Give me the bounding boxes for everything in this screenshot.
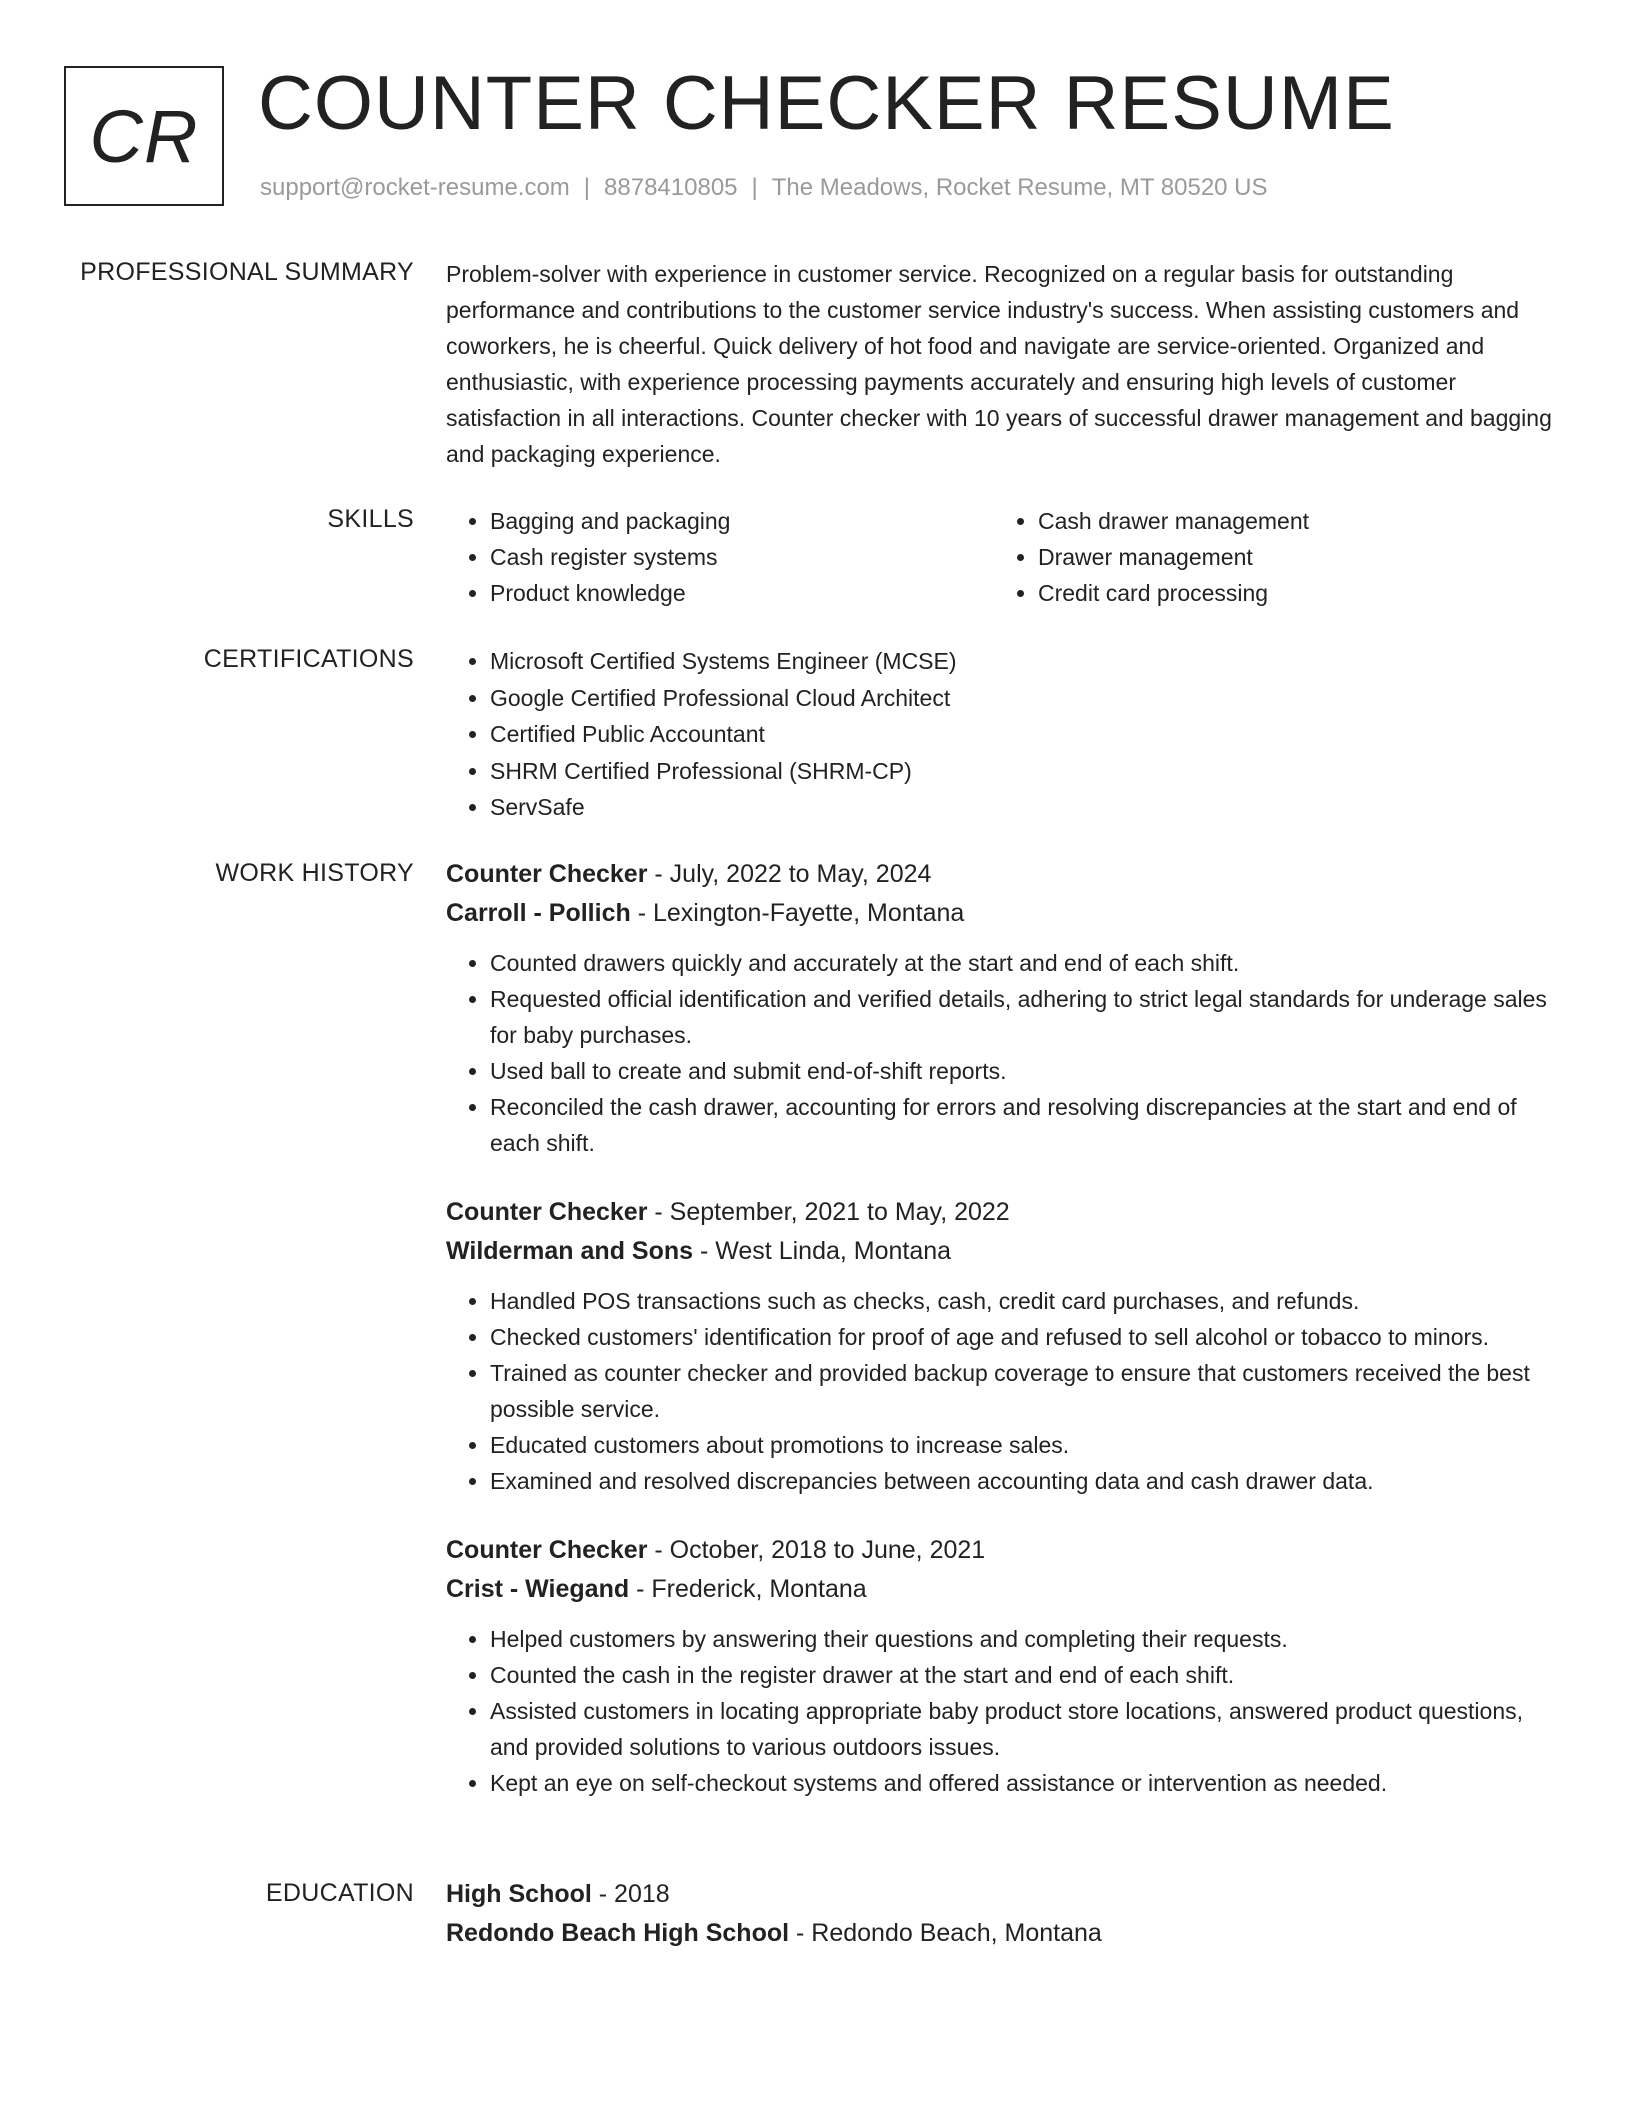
- summary-text: Problem-solver with experience in customer service. Recognized on a regular basis for outstanding performance and contributions to the customer service industry's success. When assisting customers and coworkers, he is cheerful. Quick delivery of hot food and navigate are service-oriented. Organized and enthusiastic, with experience processing payments accurately and ensuring high levels of customer satisfaction in all interactions. Counter checker with 10 years of successful drawer management and bagging and packaging experience.: [446, 261, 1552, 467]
- job-title-line: [446, 855, 1556, 894]
- job-title-line: [446, 1193, 1556, 1232]
- job-bullet: • Used ball to create and submit end-of-shift reports.: [490, 1053, 1556, 1089]
- section-label-education: EDUCATION: [265, 1879, 414, 1907]
- job-bullet: • Helped customers by answering their questions and completing their requests.: [490, 1621, 1556, 1657]
- job-bullets: [446, 1283, 1556, 1499]
- skills-content: [446, 503, 1556, 611]
- education-year: - 2018: [591, 1880, 670, 1908]
- skill-item: • Product knowledge: [490, 575, 994, 611]
- job-dates: - September, 2021 to May, 2022: [647, 1198, 1010, 1226]
- skill-item: • Cash drawer management: [1038, 503, 1542, 539]
- education-location: - Redondo Beach, Montana: [789, 1919, 1102, 1947]
- job-bullet: • Handled POS transactions such as checks, cash, credit card purchases, and refunds.: [490, 1283, 1556, 1319]
- job-location: - West Linda, Montana: [693, 1237, 952, 1265]
- skill-item: • Drawer management: [1038, 539, 1542, 575]
- job-company: Crist - Wiegand: [446, 1575, 630, 1603]
- contact-address: The Meadows, Rocket Resume, MT 80520 US: [771, 174, 1268, 201]
- job-bullet: • Counted drawers quickly and accurately at the start and end of each shift.: [490, 945, 1556, 981]
- certification-item: • ServSafe: [490, 789, 1556, 825]
- certifications-list: [446, 643, 1556, 825]
- job-bullet: • Examined and resolved discrepancies between accounting data and cash drawer data.: [490, 1463, 1556, 1499]
- job-entry: [446, 1193, 1556, 1499]
- skill-item: • Credit card processing: [1038, 575, 1542, 611]
- contact-separator: |: [583, 174, 591, 201]
- job-company: Wilderman and Sons: [446, 1237, 694, 1265]
- education-school: Redondo Beach High School: [446, 1919, 790, 1947]
- monogram-badge: CR: [64, 66, 224, 206]
- work-history-content: [446, 855, 1556, 1833]
- job-title: Counter Checker: [446, 860, 648, 888]
- job-bullet: • Kept an eye on self-checkout systems and offered assistance or intervention as needed.: [490, 1765, 1556, 1801]
- skill-item: • Bagging and packaging: [490, 503, 994, 539]
- certification-item: • Certified Public Accountant: [490, 716, 1556, 752]
- education-content: [446, 1875, 1556, 1953]
- job-location: - Lexington-Fayette, Montana: [630, 899, 965, 927]
- section-label-skills: SKILLS: [327, 505, 414, 533]
- job-bullet: • Trained as counter checker and provided backup coverage to ensure that customers received the best possible service.: [490, 1355, 1556, 1427]
- contact-phone[interactable]: 8878410805: [604, 174, 738, 201]
- certifications-content: [446, 643, 1556, 826]
- job-title-line: [446, 1531, 1556, 1570]
- certification-item: • SHRM Certified Professional (SHRM-CP): [490, 753, 1556, 789]
- job-bullet: • Checked customers' identification for proof of age and refused to sell alcohol or tobacco to minors.: [490, 1319, 1556, 1355]
- job-company-line: [446, 894, 1556, 933]
- certification-item: • Microsoft Certified Systems Engineer (MCSE): [490, 643, 1556, 679]
- job-dates: - October, 2018 to June, 2021: [647, 1536, 986, 1564]
- contact-separator: |: [751, 174, 758, 201]
- job-company-line: [446, 1570, 1556, 1609]
- job-company-line: [446, 1232, 1556, 1271]
- skill-item: • Cash register systems: [490, 539, 994, 575]
- job-dates: - July, 2022 to May, 2024: [647, 860, 932, 888]
- section-label-certifications: CERTIFICATIONS: [203, 645, 414, 673]
- job-bullets: [446, 1621, 1556, 1801]
- job-title: Counter Checker: [446, 1198, 648, 1226]
- job-bullet: • Educated customers about promotions to increase sales.: [490, 1427, 1556, 1463]
- skills-list-right: [994, 503, 1542, 611]
- section-label-work-history: WORK HISTORY: [215, 859, 414, 887]
- resume-title: COUNTER CHECKER RESUME: [258, 61, 1395, 146]
- summary-content: [446, 256, 1556, 472]
- education-school-line: [446, 1914, 1556, 1953]
- job-title: Counter Checker: [446, 1536, 648, 1564]
- job-bullet: • Assisted customers in locating appropriate baby product store locations, answered product questions, and provided solutions to various outdoors issues.: [490, 1693, 1556, 1765]
- education-degree: High School: [446, 1880, 592, 1908]
- job-bullet: • Counted the cash in the register drawer at the start and end of each shift.: [490, 1657, 1556, 1693]
- job-location: - Frederick, Montana: [629, 1575, 867, 1603]
- job-bullet: • Requested official identification and verified details, adhering to strict legal standards for underage sales for baby purchases.: [490, 981, 1556, 1053]
- certification-item: • Google Certified Professional Cloud Architect: [490, 680, 1556, 716]
- contact-email[interactable]: support@rocket-resume.com: [260, 174, 570, 201]
- skills-list-left: [446, 503, 994, 611]
- contact-line: [260, 174, 1268, 202]
- skills-grid: [446, 503, 1556, 611]
- section-label-summary: PROFESSIONAL SUMMARY: [80, 258, 414, 286]
- education-degree-line: [446, 1875, 1556, 1914]
- job-entry: [446, 1531, 1556, 1801]
- job-entry: [446, 855, 1556, 1161]
- resume-header: [64, 61, 1564, 216]
- job-company: Carroll - Pollich: [446, 899, 631, 927]
- job-bullets: [446, 945, 1556, 1161]
- job-bullet: • Reconciled the cash drawer, accounting for errors and resolving discrepancies at the start and end of each shift.: [490, 1089, 1556, 1161]
